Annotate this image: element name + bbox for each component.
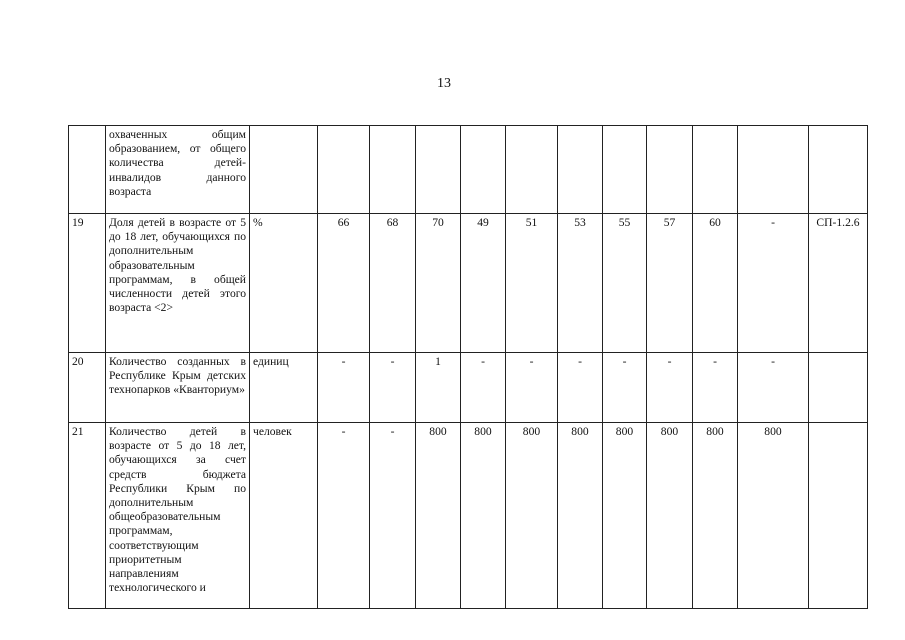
value-cell bbox=[506, 126, 558, 214]
table-row bbox=[69, 423, 868, 609]
value-cell bbox=[693, 126, 738, 214]
row-number: 19 bbox=[69, 214, 106, 353]
value-cell: 800 bbox=[603, 423, 647, 609]
value-cell: - bbox=[318, 423, 370, 609]
unit-cell: человек bbox=[250, 423, 318, 609]
row-number: 21 bbox=[69, 423, 106, 609]
unit-cell: % bbox=[250, 214, 318, 353]
value-cell: - bbox=[370, 353, 416, 423]
value-cell bbox=[603, 126, 647, 214]
value-cell bbox=[416, 126, 461, 214]
value-cell: 800 bbox=[693, 423, 738, 609]
value-cell: - bbox=[558, 353, 603, 423]
table-row bbox=[69, 126, 868, 214]
value-cell bbox=[461, 126, 506, 214]
value-cell: 68 bbox=[370, 214, 416, 353]
value-cell: 49 bbox=[461, 214, 506, 353]
value-cell: - bbox=[461, 353, 506, 423]
source-cell bbox=[809, 126, 868, 214]
value-cell: 57 bbox=[647, 214, 693, 353]
value-cell bbox=[738, 126, 809, 214]
indicator-name: Доля детей в возрасте от 5 до 18 лет, обучающихся по дополнительным образовательным программам, в общей численности детей этого возраста <2> bbox=[106, 214, 250, 353]
value-cell: - bbox=[603, 353, 647, 423]
value-cell bbox=[370, 126, 416, 214]
indicator-name: Количество созданных в Республике Крым детских технопарков «Кванториум» bbox=[106, 353, 250, 423]
value-cell: 800 bbox=[558, 423, 603, 609]
table-row bbox=[69, 214, 868, 353]
value-cell: 70 bbox=[416, 214, 461, 353]
value-cell: 66 bbox=[318, 214, 370, 353]
value-cell: 800 bbox=[461, 423, 506, 609]
source-cell bbox=[809, 423, 868, 609]
indicator-name: Количество детей в возрасте от 5 до 18 лет, обучающихся за счет средств бюджета Республики Крым по дополнительным общеобразовательным программам, соответствующим приоритетным направлениям технологического и bbox=[106, 423, 250, 609]
value-cell: 800 bbox=[416, 423, 461, 609]
unit-cell bbox=[250, 126, 318, 214]
value-cell: 1 bbox=[416, 353, 461, 423]
value-cell: 51 bbox=[506, 214, 558, 353]
value-cell: 800 bbox=[506, 423, 558, 609]
value-cell: - bbox=[693, 353, 738, 423]
indicator-name: охваченных общим образованием, от общего количества детей-инвалидов данного возраста bbox=[106, 126, 250, 214]
source-cell: СП-1.2.6 bbox=[809, 214, 868, 353]
value-cell: - bbox=[318, 353, 370, 423]
value-cell: 53 bbox=[558, 214, 603, 353]
value-cell: - bbox=[370, 423, 416, 609]
value-cell: - bbox=[647, 353, 693, 423]
unit-cell: единиц bbox=[250, 353, 318, 423]
source-cell bbox=[809, 353, 868, 423]
row-number bbox=[69, 126, 106, 214]
indicators-table bbox=[68, 125, 868, 609]
value-cell: 800 bbox=[647, 423, 693, 609]
value-cell: 800 bbox=[738, 423, 809, 609]
page-number: 13 bbox=[437, 76, 451, 91]
value-cell: - bbox=[738, 214, 809, 353]
value-cell bbox=[318, 126, 370, 214]
table-row bbox=[69, 353, 868, 423]
value-cell: 55 bbox=[603, 214, 647, 353]
value-cell bbox=[558, 126, 603, 214]
value-cell: 60 bbox=[693, 214, 738, 353]
row-number: 20 bbox=[69, 353, 106, 423]
value-cell bbox=[647, 126, 693, 214]
value-cell: - bbox=[506, 353, 558, 423]
value-cell: - bbox=[738, 353, 809, 423]
